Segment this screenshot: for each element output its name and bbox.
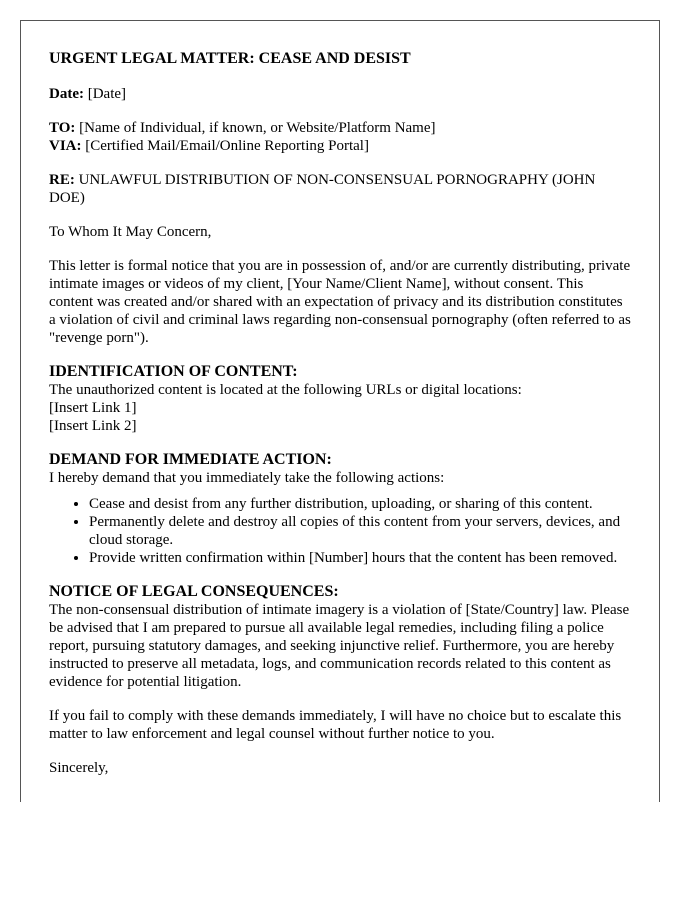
date-value: [Date] [83,86,127,102]
to-line [49,119,631,137]
identification-text: The unauthorized content is located at the following URLs or digital locations: [49,382,522,398]
recipient-block [49,119,631,155]
identification-heading: IDENTIFICATION OF CONTENT: [49,363,298,380]
demand-item: • Permanently delete and destroy all copies of this content from your servers, devices, and cloud storage. [89,513,631,549]
re-label: RE: [49,172,75,188]
demand-item: • Provide written confirmation within [Number] hours that the content has been removed. [89,549,631,567]
link-placeholder-2: [Insert Link 2] [49,418,137,434]
closing-paragraph: If you fail to comply with these demands immediately, I will have no choice but to escalate this matter to law enforcement and legal counsel without further notice to you. [49,708,622,742]
signoff: Sincerely, [49,760,109,776]
via-value: [Certified Mail/Email/Online Reporting Portal] [81,138,369,154]
link-placeholder-1: [Insert Link 1] [49,400,137,416]
via-label: VIA: [49,138,82,154]
salutation: To Whom It May Concern, [49,224,212,240]
date-line [49,85,631,103]
to-label: TO: [49,120,76,136]
via-line [49,137,631,155]
date-label: Date: [49,86,84,102]
re-line [49,171,631,207]
letter-title: URGENT LEGAL MATTER: CEASE AND DESIST [49,50,411,67]
demand-list [49,495,631,567]
identification-section [49,363,631,435]
to-value: [Name of Individual, if known, or Website/Platform Name] [75,120,436,136]
demand-section [49,451,631,567]
intro-paragraph: This letter is formal notice that you are in possession of, and/or are currently distributing, private intimate images or videos of my client, [Your Name/Client Name], without consent. This content was created and/or shared with an expectation of privacy and its distribution constitutes a violation of civil and criminal laws regarding non-consensual pornography (often referred to as "revenge porn"). [49,258,631,346]
re-value: UNLAWFUL DISTRIBUTION OF NON-CONSENSUAL PORNOGRAPHY (JOHN DOE) [49,172,596,206]
consequences-section [49,583,631,691]
cease-and-desist-letter [20,20,660,802]
consequences-text: The non-consensual distribution of intimate imagery is a violation of [State/Country] law. Please be advised that I am prepared to pursue all available legal remedies, including filing a police report, pursuing statutory damages, and seeking injunctive relief. Furthermore, you are hereby instructed to preserve all metadata, logs, and communication records related to this content as evidence for potential litigation. [49,602,630,690]
demand-text: I hereby demand that you immediately take the following actions: [49,470,445,486]
consequences-heading: NOTICE OF LEGAL CONSEQUENCES: [49,583,339,600]
demand-item: • Cease and desist from any further distribution, uploading, or sharing of this content. [89,495,631,513]
demand-heading: DEMAND FOR IMMEDIATE ACTION: [49,451,332,468]
